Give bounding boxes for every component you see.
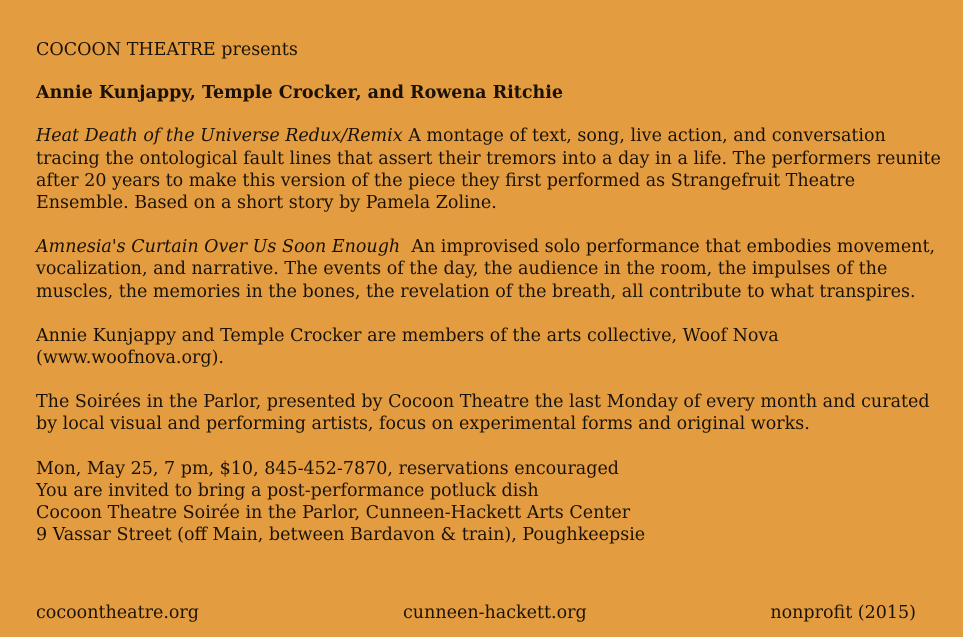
piece-1-description: A montage of text, song, live action, and conversation tracing the ontological fault lines that assert their tremors into a day in a life. The performers reunite after 20 years to make this version of the piece they first performed as Strangefruit Theatre Ensemble. Based on a short story by Pamela Zoline. — [36, 126, 941, 214]
piece-1 — [36, 125, 941, 214]
piece-2 — [36, 236, 941, 303]
event-potluck: You are invited to bring a post-performance potluck dish — [36, 480, 539, 501]
piece-2-description: An improvised solo performance that embodies movement, vocalization, and narrative. The events of the day, the audience in the room, the impulses of the muscles, the memories in the bones, the revelation of the breath, all contribute to what transpires. — [36, 237, 941, 302]
event-address: 9 Vassar Street (off Main, between Bardavon & train), Poughkeepsie — [36, 525, 646, 546]
event-venue: Cocoon Theatre Soirée in the Parlor, Cunneen-Hackett Arts Center — [36, 503, 631, 524]
footer — [36, 602, 916, 624]
performers-heading: Annie Kunjappy, Temple Crocker, and Rowena Ritchie — [36, 83, 564, 104]
event-when: Mon, May 25, 7 pm, $10, 845-452-7870, reservations encouraged — [36, 458, 620, 479]
collective-note: Annie Kunjappy and Temple Crocker are members of the arts collective, Woof Nova (www.woofnova.org). — [36, 325, 779, 369]
footer-cunneen-hackett-link[interactable]: cunneen-hackett.org — [403, 603, 587, 623]
piece-1-title: Heat Death of the Universe Redux/Remix — [36, 126, 403, 147]
card-body — [36, 39, 941, 546]
footer-cocoontheatre-link[interactable]: cocoontheatre.org — [36, 603, 199, 623]
piece-2-title: Amnesia's Curtain Over Us Soon Enough — [36, 237, 401, 258]
presenter-line: COCOON THEATRE presents — [36, 40, 298, 60]
series-note: The Soirées in the Parlor, presented by Cocoon Theatre the last Monday of every month and curated by local visual and performing artists, focus on experimental forms and original works. — [36, 392, 930, 435]
footer-nonprofit-note: nonprofit (2015) — [770, 603, 916, 623]
event-details — [36, 458, 941, 547]
